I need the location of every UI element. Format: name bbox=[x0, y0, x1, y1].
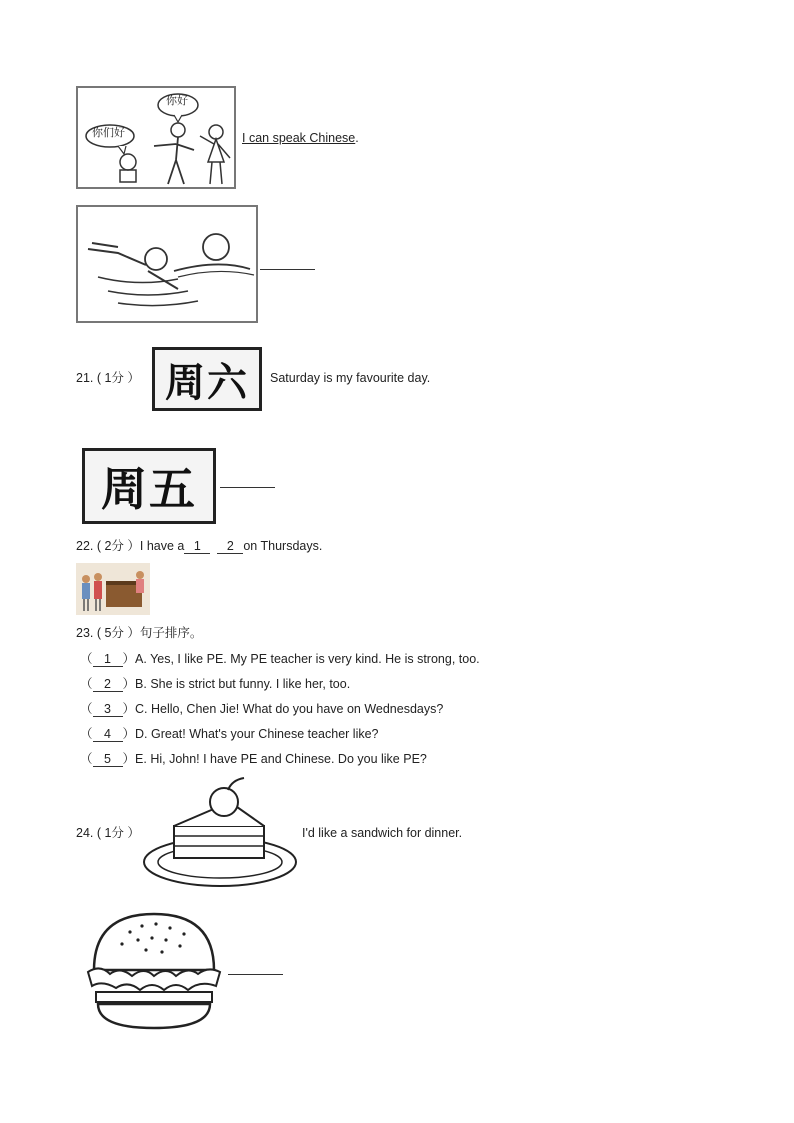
blank-2[interactable]: 2 bbox=[217, 540, 243, 554]
q22-prefix: 22. ( 2分 ）I have a bbox=[76, 539, 185, 553]
sentence-period: . bbox=[355, 131, 359, 145]
q24-label: 24. ( 1分 ） bbox=[76, 826, 140, 840]
sentence-c: C. Hello, Chen Jie! What do you have on Wednesdays? bbox=[135, 702, 444, 716]
burger-picture bbox=[80, 908, 226, 1034]
card-text: 周五 bbox=[101, 462, 197, 516]
q21-label: 21. ( 1分 ） bbox=[76, 371, 140, 385]
q23-item-e: （ 5 ）E. Hi, John! I have PE and Chinese. Do you like PE? bbox=[80, 752, 427, 766]
bubble-text-nihao: 你好 bbox=[166, 95, 188, 107]
card-text: 周六 bbox=[165, 358, 249, 406]
q23-item-b: （ 2 ）B. She is strict but funny. I like her, too. bbox=[80, 677, 351, 691]
cake-picture bbox=[140, 772, 300, 890]
bubble-text-nimenhao: 你们好 bbox=[92, 127, 125, 139]
answer-blank-line[interactable] bbox=[220, 487, 275, 488]
sentence-a: A. Yes, I like PE. My PE teacher is very kind. He is strong, too. bbox=[135, 652, 480, 666]
order-blank[interactable]: 1 bbox=[93, 653, 123, 667]
answer-blank-line[interactable] bbox=[260, 269, 315, 270]
order-blank[interactable]: 5 bbox=[93, 753, 123, 767]
day-card-friday bbox=[82, 448, 216, 524]
order-blank[interactable]: 3 bbox=[93, 703, 123, 717]
q23-item-d: （ 4 ）D. Great! What's your Chinese teacher like? bbox=[80, 727, 379, 741]
order-blank[interactable]: 2 bbox=[93, 678, 123, 692]
q22-suffix: on Thursdays. bbox=[243, 539, 323, 553]
sentence-e: E. Hi, John! I have PE and Chinese. Do you like PE? bbox=[135, 752, 427, 766]
sample-answer: I can speak Chinese bbox=[242, 131, 356, 145]
q20-answer-sentence bbox=[242, 132, 359, 145]
q21-sentence: Saturday is my favourite day. bbox=[270, 371, 431, 385]
music-class-picture bbox=[76, 563, 150, 615]
answer-blank-line[interactable] bbox=[228, 974, 283, 975]
q23-label: 23. ( 5分 ）句子排序。 bbox=[76, 626, 203, 640]
q23-item-c: （ 3 ）C. Hello, Chen Jie! What do you have on Wednesdays? bbox=[80, 702, 444, 716]
sentence-b: B. She is strict but funny. I like her, too. bbox=[135, 677, 351, 691]
day-card-saturday bbox=[152, 347, 262, 411]
order-blank[interactable]: 4 bbox=[93, 728, 123, 742]
q24-sentence: I'd like a sandwich for dinner. bbox=[302, 826, 463, 840]
q23-item-a: （ 1 ）A. Yes, I like PE. My PE teacher is very kind. He is strong, too. bbox=[80, 652, 480, 666]
sentence-d: D. Great! What's your Chinese teacher like? bbox=[135, 727, 379, 741]
blank-1[interactable]: 1 bbox=[184, 540, 210, 554]
swimming-picture bbox=[76, 205, 258, 323]
q22-question bbox=[76, 540, 322, 554]
